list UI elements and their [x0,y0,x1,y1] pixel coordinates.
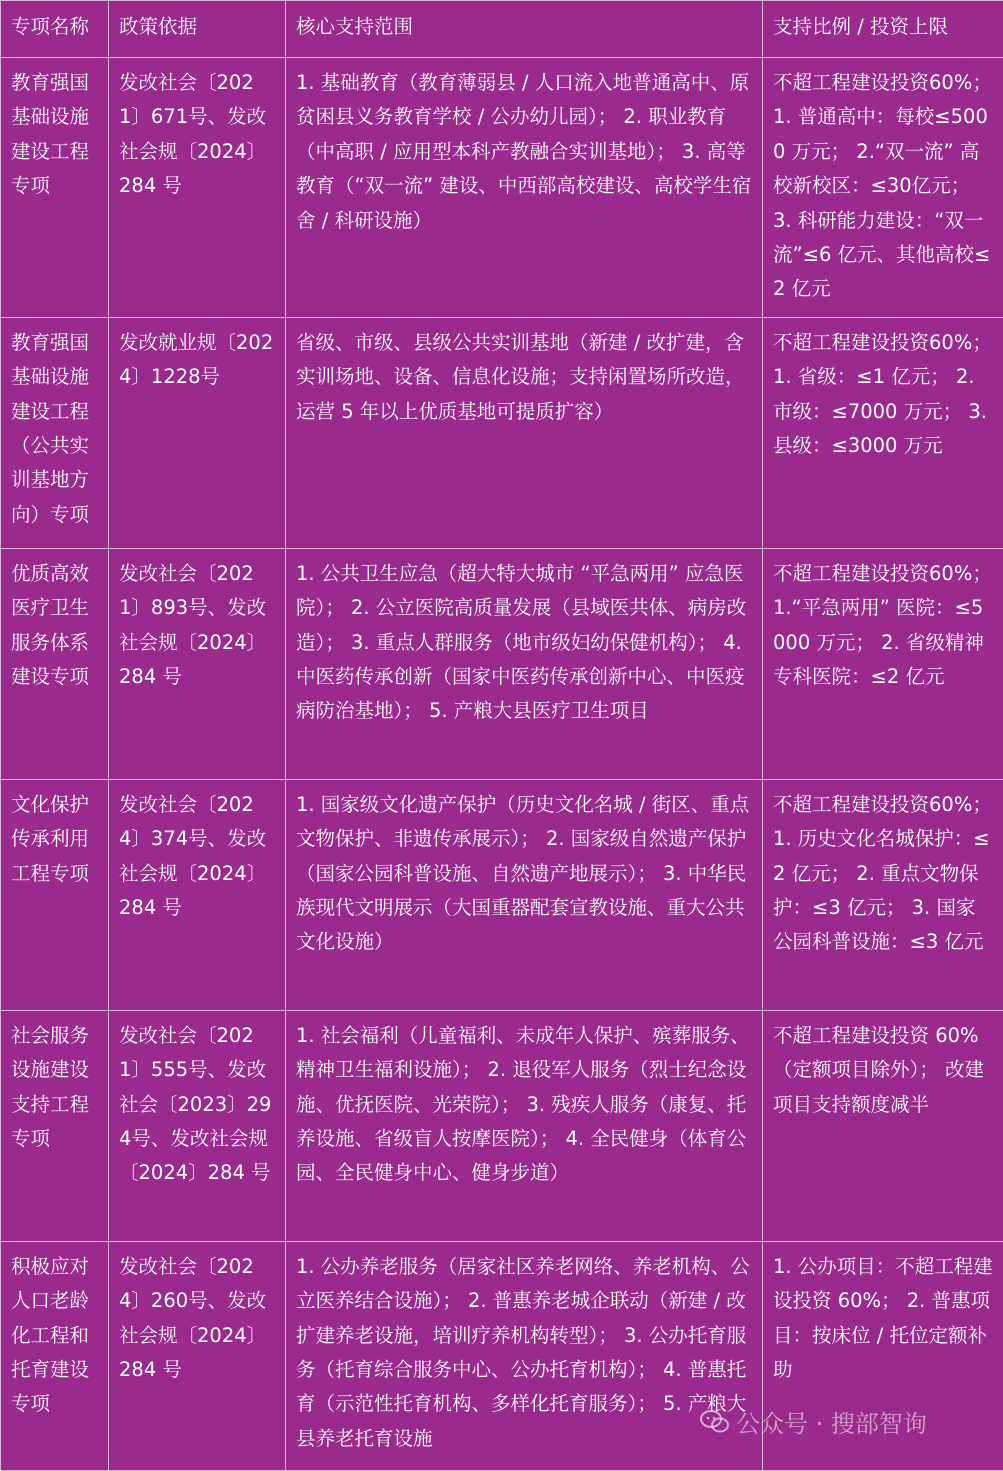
header-project-name: 专项名称 [1,1,109,58]
cell-support-ratio: 不超工程建设投资 60%（定额项目除外）； 改建项目支持额度减半 [763,1010,1003,1241]
cell-policy-basis: 发改社会〔2024〕374号、发改社会规〔2024〕284 号 [109,779,286,1010]
cell-support-ratio: 1. 公办项目：不超工程建设投资 60%； 2. 普惠项目：按床位 / 托位定额补助 [763,1241,1003,1470]
cell-support-ratio: 不超工程建设投资60%； 1. 省级：≤1 亿元； 2. 市级：≤7000 万元； 3. 县级：≤3000 万元 [763,317,1003,548]
table-header-row [1,1,1003,58]
cell-project-name: 教育强国基础设施建设工程专项 [1,58,109,318]
cell-support-ratio: 不超工程建设投资60%； 1.“平急两用” 医院：≤5000 万元； 2. 省级精神专科医院：≤2 亿元 [763,548,1003,779]
cell-core-scope: 省级、市级、县级公共实训基地（新建 / 改扩建，含实训场地、设备、信息化设施；支持闲置场所改造，运营 5 年以上优质基地可提质扩容） [286,317,763,548]
header-core-scope: 核心支持范围 [286,1,763,58]
cell-support-ratio: 不超工程建设投资60%； 1. 普通高中：每校≤5000 万元； 2.“双一流” 高校新校区：≤30亿元； 3. 科研能力建设：“双一流”≤6 亿元、其他高校≤2 亿元 [763,58,1003,318]
table-row [1,1241,1003,1470]
cell-support-ratio: 不超工程建设投资60%； 1. 历史文化名城保护：≤2 亿元； 2. 重点文物保护：≤3 亿元； 3. 国家公园科普设施：≤3 亿元 [763,779,1003,1010]
cell-core-scope: 1. 国家级文化遗产保护（历史文化名城 / 街区、重点文物保护、非遗传承展示）； 2. 国家级自然遗产保护（国家公园科普设施、自然遗产地展示）； 3. 中华民族现代文明展示（大国重器配套宣教设施、重大公共文化设施） [286,779,763,1010]
table-row [1,779,1003,1010]
header-support-ratio: 支持比例 / 投资上限 [763,1,1003,58]
table-row [1,1010,1003,1241]
cell-project-name: 文化保护传承利用工程专项 [1,779,109,1010]
cell-core-scope: 1. 社会福利（儿童福利、未成年人保护、殡葬服务、精神卫生福利设施）； 2. 退役军人服务（烈士纪念设施、优抚医院、光荣院）； 3. 残疾人服务（康复、托养设施、省级盲人按摩医院）； 4. 全民健身（体育公园、全民健身中心、健身步道） [286,1010,763,1241]
header-policy-basis: 政策依据 [109,1,286,58]
cell-core-scope: 1. 基础教育（教育薄弱县 / 人口流入地普通高中、原贫困县义务教育学校 / 公办幼儿园）； 2. 职业教育（中高职 / 应用型本科产教融合实训基地）； 3. 高等教育（“双一流” 建设、中西部高校建设、高校学生宿舍 / 科研设施） [286,58,763,318]
cell-project-name: 优质高效医疗卫生服务体系建设专项 [1,548,109,779]
cell-project-name: 教育强国基础设施建设工程（公共实训基地方向）专项 [1,317,109,548]
cell-project-name: 社会服务设施建设支持工程专项 [1,1010,109,1241]
cell-policy-basis: 发改就业规〔2024〕1228号 [109,317,286,548]
table-row [1,548,1003,779]
cell-core-scope: 1. 公办养老服务（居家社区养老网络、养老机构、公立医养结合设施）； 2. 普惠养老城企联动（新建 / 改扩建养老设施，培训疗养机构转型）； 3. 公办托育服务（托育综合服务中心、公办托育机构）； 4. 普惠托育（示范性托育机构、多样化托育服务）； 5. 产粮大县养老托育设施 [286,1241,763,1470]
table-row [1,317,1003,548]
cell-policy-basis: 发改社会〔2021〕893号、发改社会规〔2024〕284 号 [109,548,286,779]
table-row [1,58,1003,318]
watermark-text: 公众号 · 搜部智询 [736,1404,927,1439]
cell-core-scope: 1. 公共卫生应急（超大特大城市 “平急两用” 应急医院）； 2. 公立医院高质量发展（县域医共体、病房改造）； 3. 重点人群服务（地市级妇幼保健机构）； 4. 中医药传承创新（国家中医药传承创新中心、中医疫病防治基地）； 5. 产粮大县医疗卫生项目 [286,548,763,779]
cell-policy-basis: 发改社会〔2021〕671号、发改社会规〔2024〕284 号 [109,58,286,318]
cell-project-name: 积极应对人口老龄化工程和托育建设专项 [1,1241,109,1470]
cell-policy-basis: 发改社会〔2024〕260号、发改社会规〔2024〕284 号 [109,1241,286,1470]
cell-policy-basis: 发改社会〔2021〕555号、发改社会〔2023〕294号、发改社会规〔2024〕284 号 [109,1010,286,1241]
